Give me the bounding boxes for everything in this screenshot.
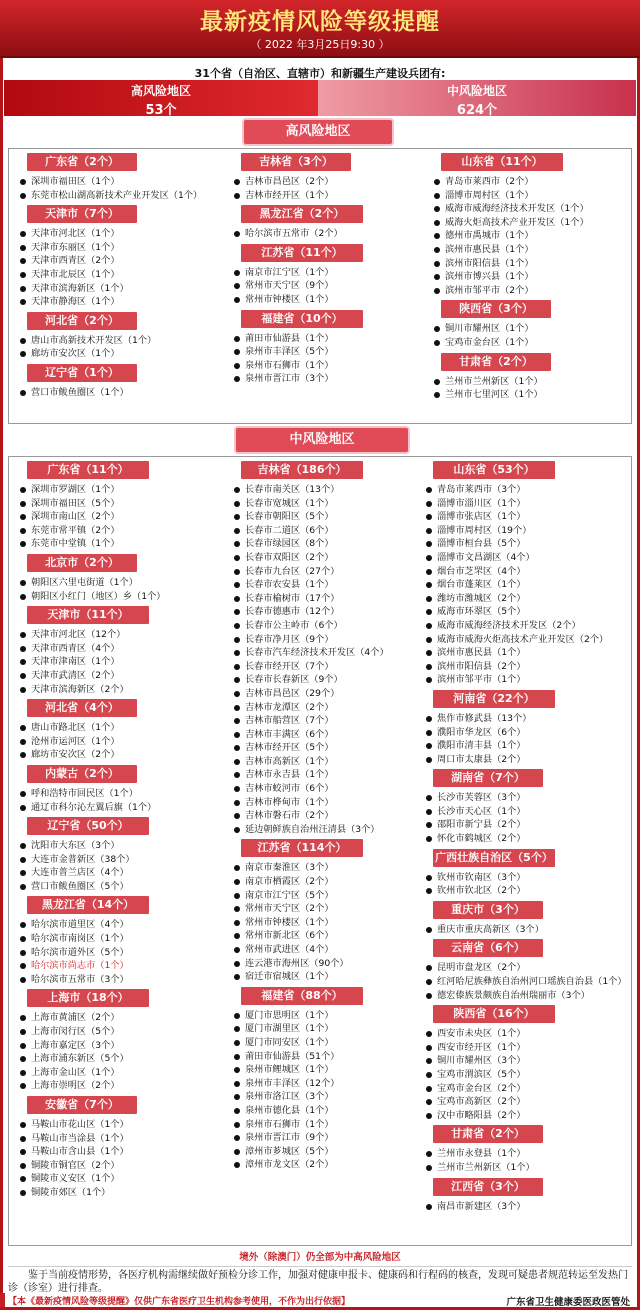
province-header: 黑龙江省（2个） xyxy=(241,205,363,223)
district-item: 烟台市蓬莱区（1个） xyxy=(421,578,633,592)
district-item: 呼和浩特市回民区（1个） xyxy=(15,787,223,801)
district-item: 天津市河北区（12个） xyxy=(15,628,223,642)
mid-risk-panel xyxy=(8,456,632,1246)
district-item: 深圳市罗湖区（1个） xyxy=(15,483,223,497)
province-group xyxy=(421,901,633,937)
district-item: 常州市新北区（6个） xyxy=(229,929,429,943)
district-item: 兰州市七里河区（1个） xyxy=(429,388,633,402)
district-item: 宿迁市宿城区（1个） xyxy=(229,970,429,984)
district-item: 钦州市钦南区（3个） xyxy=(421,871,633,885)
district-item: 德州市禹城市（1个） xyxy=(429,229,633,243)
district-item: 淄博市文昌湖区（4个） xyxy=(421,551,633,565)
district-item: 哈尔滨市道外区（5个） xyxy=(15,946,223,960)
district-item: 长春市净月区（9个） xyxy=(229,633,429,647)
district-item: 宝鸡市金台区（2个） xyxy=(421,1082,633,1096)
district-item: 常州市武进区（4个） xyxy=(229,943,429,957)
district-item: 莆田市仙游县（51个） xyxy=(229,1050,429,1064)
province-header: 上海市（18个） xyxy=(27,989,149,1007)
district-item: 上海市浦东新区（5个） xyxy=(15,1052,223,1066)
district-item: 兰州市永登县（1个） xyxy=(421,1147,633,1161)
province-group xyxy=(15,153,215,202)
mid-col-2 xyxy=(229,459,429,1175)
province-header: 辽宁省（1个） xyxy=(27,364,137,382)
province-header: 北京市（2个） xyxy=(27,554,137,572)
district-item: 东莞市中堂镇（1个） xyxy=(15,537,223,551)
mid-col-1 xyxy=(15,459,223,1203)
district-item: 威海市环翠区（5个） xyxy=(421,605,633,619)
district-item: 滨州市阳信县（2个） xyxy=(421,660,633,674)
district-item: 天津市津南区（1个） xyxy=(15,655,223,669)
province-group xyxy=(229,839,429,983)
district-item: 泉州市晋江市（9个） xyxy=(229,1131,429,1145)
district-item: 吉林市丰满区（6个） xyxy=(229,728,429,742)
district-item: 焦作市修武县（13个） xyxy=(421,712,633,726)
district-item: 马鞍山市花山区（1个） xyxy=(15,1118,223,1132)
district-item: 滨州市邹平市（2个） xyxy=(429,284,633,298)
district-item: 南京市江宁区（5个） xyxy=(229,889,429,903)
province-header: 福建省（10个） xyxy=(241,310,363,328)
district-item: 朝阳区六里屯街道（1个） xyxy=(15,576,223,590)
province-group xyxy=(229,205,419,241)
district-item: 漳州市龙文区（2个） xyxy=(229,1158,429,1172)
district-item: 吉林市高新区（1个） xyxy=(229,755,429,769)
province-header: 江苏省（114个） xyxy=(241,839,363,857)
district-item: 哈尔滨市尚志市（1个） xyxy=(15,959,223,973)
notice-text: 鉴于当前疫情形势，各医疗机构需继续做好预检分诊工作，加强对健康申报卡、健康码和行程码的核查，发现可疑患者规范转运至发热门诊（诊室）进行排查。 xyxy=(8,1266,632,1295)
high-col-2 xyxy=(229,151,419,389)
province-group xyxy=(15,699,223,762)
province-group xyxy=(15,989,223,1093)
mid-risk-label: 中风险地区 xyxy=(446,84,507,98)
province-header: 江西省（3个） xyxy=(433,1178,543,1196)
province-header: 内蒙古（2个） xyxy=(27,765,137,783)
province-group xyxy=(15,205,215,309)
high-col-3 xyxy=(429,151,633,405)
district-item: 宝鸡市高新区（2个） xyxy=(421,1095,633,1109)
district-item: 廊坊市安次区（2个） xyxy=(15,748,223,762)
district-item: 南京市栖霞区（2个） xyxy=(229,875,429,889)
district-item: 哈尔滨市五常市（2个） xyxy=(229,227,419,241)
district-item: 铜陵市铜官区（2个） xyxy=(15,1159,223,1173)
province-header: 天津市（11个） xyxy=(27,606,149,624)
district-item: 西安市未央区（1个） xyxy=(421,1027,633,1041)
province-header: 广东省（11个） xyxy=(27,461,149,479)
district-item: 周口市太康县（2个） xyxy=(421,753,633,767)
province-group xyxy=(15,554,223,603)
district-item: 常州市钟楼区（1个） xyxy=(229,293,419,307)
province-group xyxy=(429,353,633,402)
province-header: 安徽省（7个） xyxy=(27,1096,137,1114)
district-item: 烟台市芝罘区（4个） xyxy=(421,565,633,579)
district-item: 厦门市湖里区（1个） xyxy=(229,1022,429,1036)
district-item: 淄博市周村区（19个） xyxy=(421,524,633,538)
district-item: 东莞市常平镇（2个） xyxy=(15,524,223,538)
district-item: 上海市黄浦区（2个） xyxy=(15,1011,223,1025)
district-item: 唐山市高新技术开发区（1个） xyxy=(15,334,215,348)
province-group xyxy=(229,461,429,836)
province-group xyxy=(15,817,223,893)
district-item: 长春市德惠市（12个） xyxy=(229,605,429,619)
district-item: 连云港市海州区（90个） xyxy=(229,957,429,971)
district-item: 青岛市莱西市（3个） xyxy=(421,483,633,497)
district-item: 长春市汽车经济技术开发区（4个） xyxy=(229,646,429,660)
district-item: 天津市滨海新区（2个） xyxy=(15,683,223,697)
province-group xyxy=(15,1096,223,1200)
district-item: 厦门市同安区（1个） xyxy=(229,1036,429,1050)
district-item: 深圳市福田区（5个） xyxy=(15,497,223,511)
district-item: 哈尔滨市南岗区（1个） xyxy=(15,932,223,946)
district-item: 吉林市昌邑区（2个） xyxy=(229,175,419,189)
district-item: 长春市双阳区（2个） xyxy=(229,551,429,565)
province-group xyxy=(421,1125,633,1174)
district-item: 吉林市桦甸市（1个） xyxy=(229,796,429,810)
district-item: 滨州市惠民县（1个） xyxy=(421,646,633,660)
district-item: 宝鸡市渭滨区（5个） xyxy=(421,1068,633,1082)
province-header: 陕西省（3个） xyxy=(441,300,551,318)
district-item: 泉州市德化县（1个） xyxy=(229,1104,429,1118)
district-item: 长春市长春新区（9个） xyxy=(229,673,429,687)
district-item: 钦州市钦北区（2个） xyxy=(421,884,633,898)
update-date: （ 2022 年3月25日9:30 ） xyxy=(250,38,390,51)
district-item: 吉林市蛟河市（6个） xyxy=(229,782,429,796)
province-group xyxy=(15,765,223,814)
district-item: 邵阳市新宁县（2个） xyxy=(421,818,633,832)
province-header: 吉林省（3个） xyxy=(241,153,351,171)
province-group xyxy=(429,153,633,297)
district-item: 通辽市科尔沁左翼后旗（1个） xyxy=(15,801,223,815)
province-group xyxy=(229,153,419,202)
page-title: 最新疫情风险等级提醒 xyxy=(200,8,440,35)
district-item: 上海市嘉定区（3个） xyxy=(15,1039,223,1053)
province-header: 云南省（6个） xyxy=(433,939,543,957)
district-item: 滨州市邹平市（1个） xyxy=(421,673,633,687)
province-header: 山东省（53个） xyxy=(433,461,555,479)
province-group xyxy=(15,461,223,551)
district-item: 吉林市磐石市（2个） xyxy=(229,809,429,823)
district-item: 南昌市新建区（3个） xyxy=(421,1200,633,1214)
district-item: 铜陵市郊区（1个） xyxy=(15,1186,223,1200)
district-item: 吉林市昌邑区（29个） xyxy=(229,687,429,701)
district-item: 潍坊市潍城区（2个） xyxy=(421,592,633,606)
issuing-org: 广东省卫生健康委医政医管处 xyxy=(506,1297,630,1308)
district-item: 唐山市路北区（1个） xyxy=(15,721,223,735)
header-banner xyxy=(0,0,640,58)
district-item: 泉州市丰泽区（12个） xyxy=(229,1077,429,1091)
district-item: 马鞍山市含山县（1个） xyxy=(15,1145,223,1159)
district-item: 哈尔滨市道里区（4个） xyxy=(15,918,223,932)
district-item: 宝鸡市金台区（1个） xyxy=(429,336,633,350)
district-item: 天津市西青区（4个） xyxy=(15,642,223,656)
district-item: 天津市东丽区（1个） xyxy=(15,241,215,255)
district-item: 怀化市鹤城区（2个） xyxy=(421,832,633,846)
district-item: 营口市鲅鱼圈区（1个） xyxy=(15,386,215,400)
province-group xyxy=(421,1178,633,1214)
province-header: 河北省（2个） xyxy=(27,312,137,330)
province-header: 黑龙江省（14个） xyxy=(27,896,149,914)
district-item: 长春市榆树市（17个） xyxy=(229,592,429,606)
district-item: 吉林市龙潭区（2个） xyxy=(229,701,429,715)
corner-mark xyxy=(0,1293,5,1307)
high-risk-count: 53个 xyxy=(145,103,177,118)
province-header: 天津市（7个） xyxy=(27,205,137,223)
district-item: 泉州市晋江市（3个） xyxy=(229,372,419,386)
high-risk-label: 高风险地区 xyxy=(130,84,191,98)
district-item: 南京市秦淮区（3个） xyxy=(229,861,429,875)
district-item: 威海市威海经济技术开发区（2个） xyxy=(421,619,633,633)
district-item: 深圳市福田区（1个） xyxy=(15,175,215,189)
province-group xyxy=(15,606,223,696)
district-item: 厦门市思明区（1个） xyxy=(229,1009,429,1023)
district-item: 常州市钟楼区（1个） xyxy=(229,916,429,930)
district-item: 天津市西青区（2个） xyxy=(15,254,215,268)
district-item: 莆田市仙游县（1个） xyxy=(229,332,419,346)
province-header: 辽宁省（50个） xyxy=(27,817,149,835)
district-item: 威海市威海火炬高技术产业开发区（2个） xyxy=(421,633,633,647)
mid-risk-count: 624个 xyxy=(456,103,498,118)
province-header: 山东省（11个） xyxy=(441,153,563,171)
district-item: 泉州市石狮市（1个） xyxy=(229,359,419,373)
district-item: 兰州市兰州新区（1个） xyxy=(429,375,633,389)
province-group xyxy=(421,690,633,766)
district-item: 天津市武清区（2个） xyxy=(15,669,223,683)
province-group xyxy=(421,461,633,687)
district-item: 漳州市芗城区（5个） xyxy=(229,1145,429,1159)
district-item: 淄博市淄川区（1个） xyxy=(421,497,633,511)
district-item: 长春市农安县（1个） xyxy=(229,578,429,592)
mid-risk-summary xyxy=(318,80,636,116)
district-item: 南京市江宁区（1个） xyxy=(229,266,419,280)
district-item: 常州市天宁区（9个） xyxy=(229,279,419,293)
province-header: 陕西省（16个） xyxy=(433,1005,555,1023)
high-risk-summary xyxy=(4,80,318,116)
district-item: 东莞市松山湖高新技术产业开发区（1个） xyxy=(15,189,215,203)
province-group xyxy=(15,364,215,400)
district-item: 上海市闵行区（5个） xyxy=(15,1025,223,1039)
province-header: 江苏省（11个） xyxy=(241,244,363,262)
province-header: 广东省（2个） xyxy=(27,153,137,171)
high-risk-panel xyxy=(8,148,632,424)
district-item: 长春市南关区（13个） xyxy=(229,483,429,497)
district-item: 常州市天宁区（2个） xyxy=(229,902,429,916)
district-item: 上海市崇明区（2个） xyxy=(15,1079,223,1093)
district-item: 吉林市经开区（1个） xyxy=(229,189,419,203)
district-item: 长春市绿园区（8个） xyxy=(229,537,429,551)
district-item: 滨州市惠民县（1个） xyxy=(429,243,633,257)
district-item: 铜陵市义安区（1个） xyxy=(15,1172,223,1186)
district-item: 青岛市莱西市（2个） xyxy=(429,175,633,189)
district-item: 马鞍山市当涂县（1个） xyxy=(15,1132,223,1146)
district-item: 大连市金普新区（38个） xyxy=(15,853,223,867)
district-item: 延边朝鲜族自治州汪清县（3个） xyxy=(229,823,429,837)
district-item: 威海市威海经济技术开发区（1个） xyxy=(429,202,633,216)
province-group xyxy=(229,310,419,386)
province-group xyxy=(229,987,429,1172)
district-item: 吉林市经开区（5个） xyxy=(229,741,429,755)
district-item: 长沙市芙蓉区（3个） xyxy=(421,791,633,805)
district-item: 滨州市博兴县（1个） xyxy=(429,270,633,284)
province-header: 河南省（22个） xyxy=(433,690,555,708)
summary-line: 31个省（自治区、直辖市）和新疆生产建设兵团有: xyxy=(194,67,446,80)
district-item: 昆明市盘龙区（2个） xyxy=(421,961,633,975)
district-item: 吉林市永吉县（1个） xyxy=(229,768,429,782)
district-item: 长春市公主岭市（6个） xyxy=(229,619,429,633)
district-item: 淄博市桓台县（5个） xyxy=(421,537,633,551)
district-item: 泉州市丰泽区（5个） xyxy=(229,345,419,359)
province-header: 广西壮族自治区（5个） xyxy=(433,849,555,867)
mid-col-3 xyxy=(421,459,633,1216)
overseas-note: 境外（除澳门）仍全部为中高风险地区 xyxy=(239,1252,401,1263)
district-item: 长春市经开区（7个） xyxy=(229,660,429,674)
district-item: 天津市北辰区（1个） xyxy=(15,268,215,282)
district-item: 濮阳市华龙区（6个） xyxy=(421,726,633,740)
district-item: 长春市二道区（6个） xyxy=(229,524,429,538)
province-header: 吉林省（186个） xyxy=(241,461,363,479)
province-group xyxy=(15,312,215,361)
district-item: 沈阳市大东区（3个） xyxy=(15,839,223,853)
district-item: 廊坊市安次区（1个） xyxy=(15,347,215,361)
district-item: 泉州市鲤城区（1个） xyxy=(229,1063,429,1077)
district-item: 沧州市运河区（1个） xyxy=(15,735,223,749)
district-item: 铜川市耀州区（3个） xyxy=(421,1054,633,1068)
province-group xyxy=(421,1005,633,1122)
district-item: 上海市金山区（1个） xyxy=(15,1066,223,1080)
district-item: 长沙市天心区（1个） xyxy=(421,805,633,819)
high-risk-section-title: 高风险地区 xyxy=(244,120,392,144)
province-header: 福建省（88个） xyxy=(241,987,363,1005)
district-item: 德宏傣族景颇族自治州瑞丽市（3个） xyxy=(421,989,633,1003)
province-group xyxy=(429,300,633,349)
province-group xyxy=(421,939,633,1002)
province-header: 重庆市（3个） xyxy=(433,901,543,919)
province-header: 湖南省（7个） xyxy=(433,769,543,787)
district-item: 西安市经开区（1个） xyxy=(421,1041,633,1055)
high-col-1 xyxy=(15,151,215,403)
district-item: 威海火炬高技术产业开发区（1个） xyxy=(429,216,633,230)
district-item: 天津市静海区（1个） xyxy=(15,295,215,309)
district-item: 吉林市船营区（7个） xyxy=(229,714,429,728)
district-item: 长春市九台区（27个） xyxy=(229,565,429,579)
district-item: 重庆市重庆高新区（3个） xyxy=(421,923,633,937)
district-item: 兰州市兰州新区（1个） xyxy=(421,1161,633,1175)
district-item: 深圳市南山区（2个） xyxy=(15,510,223,524)
district-item: 铜川市耀州区（1个） xyxy=(429,322,633,336)
province-header: 甘肃省（2个） xyxy=(441,353,551,371)
district-item: 淄博市周村区（1个） xyxy=(429,189,633,203)
province-group xyxy=(421,849,633,898)
district-item: 哈尔滨市五常市（3个） xyxy=(15,973,223,987)
district-item: 长春市朝阳区（5个） xyxy=(229,510,429,524)
disclaimer: 【本《最新疫情风险等级提醒》仅供广东省医疗卫生机构参考使用，不作为出行依据】 xyxy=(8,1297,351,1307)
district-item: 濮阳市清丰县（1个） xyxy=(421,739,633,753)
province-group xyxy=(229,244,419,307)
district-item: 天津市河北区（1个） xyxy=(15,227,215,241)
district-item: 营口市鲅鱼圈区（5个） xyxy=(15,880,223,894)
district-item: 长春市宽城区（1个） xyxy=(229,497,429,511)
province-header: 河北省（4个） xyxy=(27,699,137,717)
province-header: 甘肃省（2个） xyxy=(433,1125,543,1143)
district-item: 天津市滨海新区（1个） xyxy=(15,282,215,296)
district-item: 大连市普兰店区（4个） xyxy=(15,866,223,880)
district-item: 泉州市洛江区（3个） xyxy=(229,1090,429,1104)
province-group xyxy=(15,896,223,986)
district-item: 汉中市略阳县（2个） xyxy=(421,1109,633,1123)
district-item: 淄博市张店区（1个） xyxy=(421,510,633,524)
district-item: 泉州市石狮市（1个） xyxy=(229,1118,429,1132)
mid-risk-section-title: 中风险地区 xyxy=(236,428,408,452)
district-item: 红河哈尼族彝族自治州河口瑶族自治县（1个） xyxy=(421,975,633,989)
district-item: 朝阳区小红门（地区）乡（1个） xyxy=(15,590,223,604)
district-item: 滨州市阳信县（1个） xyxy=(429,257,633,271)
province-group xyxy=(421,769,633,845)
